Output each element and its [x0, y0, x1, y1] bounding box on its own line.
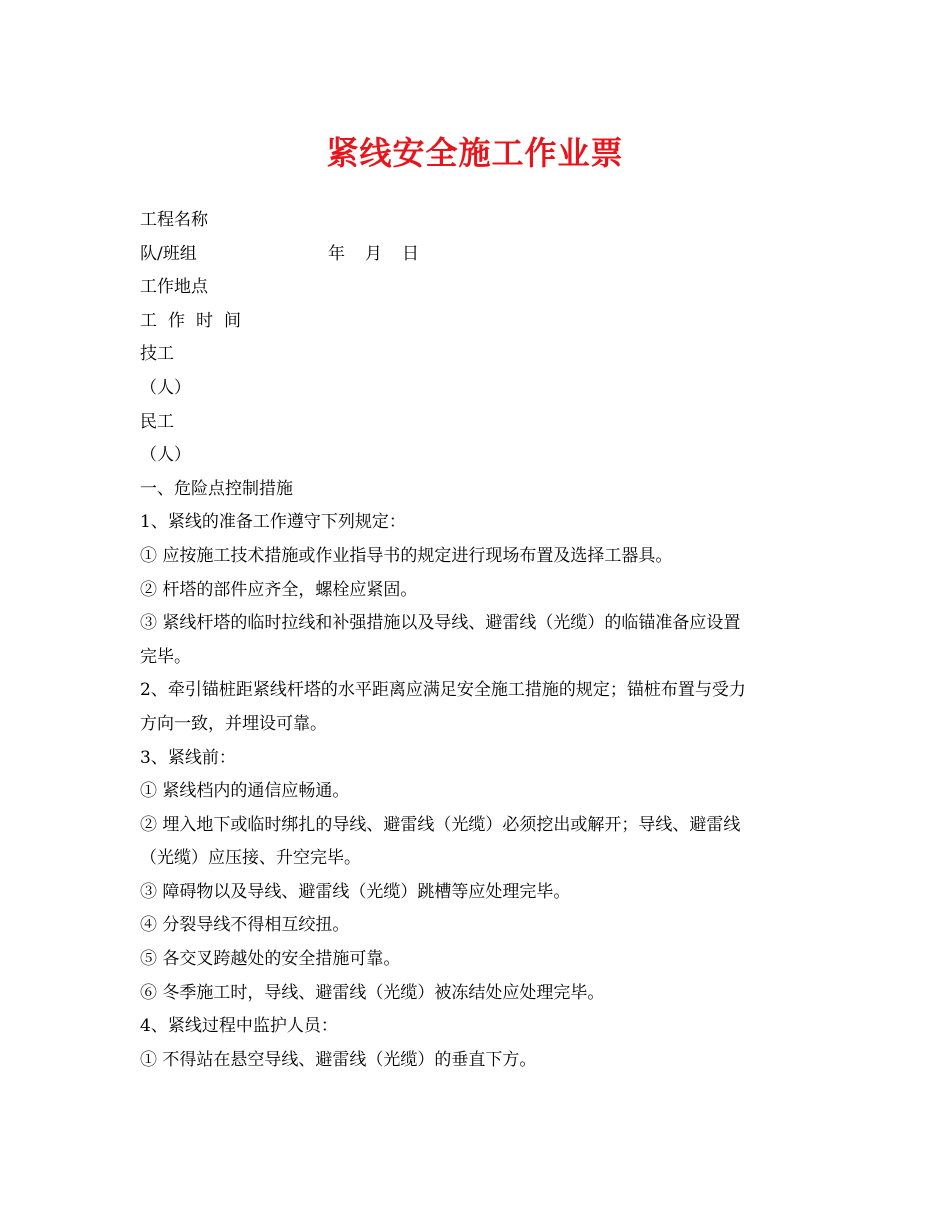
team-label: 队/班组 [140, 243, 197, 264]
paragraph: ③ 紧线杆塔的临时拉线和补强措施以及导线、避雷线（光缆）的临锚准备应设置 [140, 613, 741, 634]
document-title: 紧线安全施工作业票 [326, 134, 624, 172]
paragraph: ② 杆塔的部件应齐全，螺栓应紧固。 [140, 579, 418, 600]
paragraph: 4、紧线过程中监护人员： [140, 1016, 338, 1037]
paragraph: （光缆）应压接、升空完毕。 [140, 848, 361, 869]
date-day-label: 日 [402, 243, 419, 264]
work-time-char: 作 [168, 310, 185, 331]
paragraph: 完毕。 [140, 646, 191, 667]
paragraph: 1、紧线的准备工作遵守下列规定： [140, 512, 406, 533]
paragraph: ① 应按施工技术措施或作业指导书的规定进行现场布置及选择工器具。 [140, 545, 673, 566]
work-time-char: 时 [196, 310, 213, 331]
work-time-char: 间 [224, 310, 241, 331]
paragraph: ③ 障碍物以及导线、避雷线（光缆）跳槽等应处理完毕。 [140, 881, 571, 902]
team-date-row [140, 238, 815, 272]
date-month-label: 月 [365, 243, 382, 264]
paragraph: ⑤ 各交叉跨越处的安全措施可靠。 [140, 949, 401, 970]
paragraph: 方向一致，并埋设可靠。 [140, 713, 327, 734]
paragraph: ② 埋入地下或临时绑扎的导线、避雷线（光缆）必须挖出或解开；导线、避雷线 [140, 814, 741, 835]
paragraph: ① 紧线档内的通信应畅通。 [140, 781, 350, 802]
project-name-label: 工程名称 [140, 210, 208, 230]
laborers-unit: （人） [140, 445, 191, 466]
paragraph: ⑥ 冬季施工时，导线、避雷线（光缆）被冻结处应处理完毕。 [140, 982, 605, 1003]
date-year-label: 年 [328, 243, 345, 264]
laborers-label: 民工 [140, 411, 174, 432]
paragraph: ④ 分裂导线不得相互绞扭。 [140, 915, 350, 936]
section-heading: 一、危险点控制措施 [140, 478, 293, 499]
technicians-unit: （人） [140, 377, 191, 398]
work-time-char: 工 [140, 310, 157, 331]
document-body [140, 204, 815, 1077]
paragraph: 2、牵引锚桩距紧线杆塔的水平距离应满足安全施工措施的规定；锚桩布置与受力 [140, 680, 746, 701]
paragraph: ① 不得站在悬空导线、避雷线（光缆）的垂直下方。 [140, 1049, 537, 1070]
location-label: 工作地点 [140, 277, 208, 298]
date-field [328, 238, 419, 272]
work-time-label [140, 305, 815, 339]
technicians-label: 技工 [140, 344, 174, 365]
paragraph: 3、紧线前： [140, 747, 236, 768]
